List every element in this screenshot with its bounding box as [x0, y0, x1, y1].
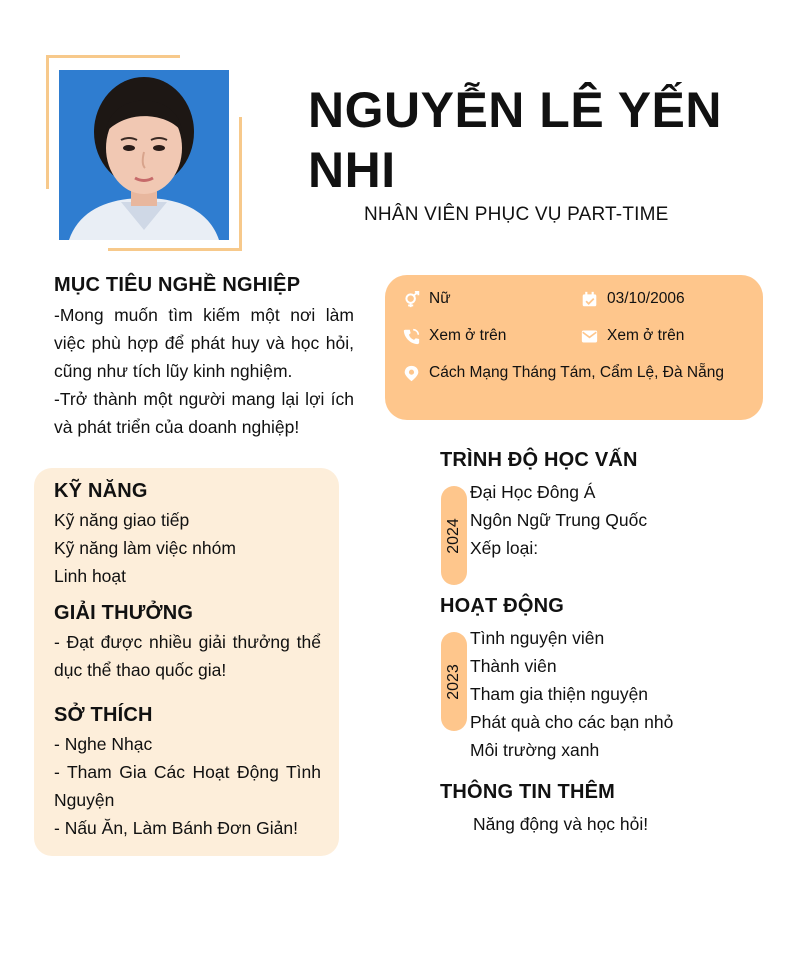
hobby-item: - Nấu Ăn, Làm Bánh Đơn Giản! [54, 818, 298, 838]
awards-title: GIẢI THƯỞNG [54, 602, 194, 624]
activity-line: Phát quà cho các bạn nhỏ [470, 712, 674, 732]
extra-info-text: Năng động và học hỏi! [473, 814, 649, 834]
contact-email[interactable] [581, 327, 684, 345]
activities-title: HOẠT ĐỘNG [440, 595, 565, 617]
left-panel [34, 468, 339, 856]
candidate-name: NGUYỄN LÊ YẾN NHI [308, 82, 722, 198]
skill-item: Linh hoạt [54, 566, 127, 586]
education-year: 2024 [445, 517, 462, 554]
gender-icon [403, 291, 420, 308]
skill-item: Kỹ năng làm việc nhóm [54, 538, 236, 558]
skills-title: KỸ NĂNG [54, 480, 148, 502]
activities-details [470, 624, 673, 764]
education-line: Xếp loại: [470, 538, 539, 558]
activities-year: 2023 [445, 663, 462, 700]
education-line: Đại Học Đông Á [470, 482, 596, 502]
job-title: NHÂN VIÊN PHỤC VỤ PART-TIME [364, 204, 669, 225]
email-icon [581, 328, 598, 345]
email-value: Xem ở trên [607, 327, 685, 344]
hobbies-section [54, 702, 321, 842]
location-icon [403, 365, 420, 382]
objective-title: MỤC TIÊU NGHỀ NGHIỆP [54, 274, 301, 296]
contact-phone[interactable] [403, 327, 506, 345]
education-title: TRÌNH ĐỘ HỌC VẤN [440, 449, 638, 471]
calendar-icon [581, 291, 598, 308]
education-year-pill [441, 486, 467, 585]
activities-year-pill [441, 632, 467, 731]
skill-item: Kỹ năng giao tiếp [54, 510, 190, 530]
education-line: Ngôn Ngữ Trung Quốc [470, 510, 648, 530]
objective-section [54, 272, 354, 441]
address-value: Cách Mạng Tháng Tám, Cẩm Lệ, Đà Nẵng [429, 364, 724, 381]
contact-gender [403, 290, 451, 308]
award-text: - Đạt được nhiều giải thưởng thể dục thể thao quốc gia! [54, 632, 321, 680]
education-details [470, 478, 647, 562]
objective-line: -Trở thành một người mang lại lợi ích và phát triển của doanh nghiệp! [54, 389, 354, 437]
contact-birthday [581, 290, 685, 308]
activity-line: Môi trường xanh [470, 740, 600, 760]
awards-section [54, 600, 321, 684]
skills-section [54, 478, 321, 590]
activity-line: Tham gia thiện nguyện [470, 684, 649, 704]
phone-value: Xem ở trên [429, 327, 507, 344]
contact-address [403, 364, 724, 382]
hobby-item: - Nghe Nhạc [54, 734, 153, 754]
birthday-value: 03/10/2006 [607, 290, 685, 307]
activity-line: Tình nguyện viên [470, 628, 605, 648]
objective-line: -Mong muốn tìm kiếm một nơi làm việc phù hợp để phát huy và học hỏi, cũng như tích lũy kinh nghiệm. [54, 305, 354, 381]
contact-card [385, 275, 763, 420]
phone-icon [403, 328, 420, 345]
hobby-item: - Tham Gia Các Hoạt Động Tình Nguyện [54, 762, 321, 810]
profile-photo [59, 70, 229, 240]
activity-line: Thành viên [470, 656, 557, 676]
gender-value: Nữ [429, 290, 451, 307]
hobbies-title: SỞ THÍCH [54, 704, 153, 726]
portrait-photo-icon [59, 70, 229, 240]
extra-info-title: THÔNG TIN THÊM [440, 781, 616, 803]
